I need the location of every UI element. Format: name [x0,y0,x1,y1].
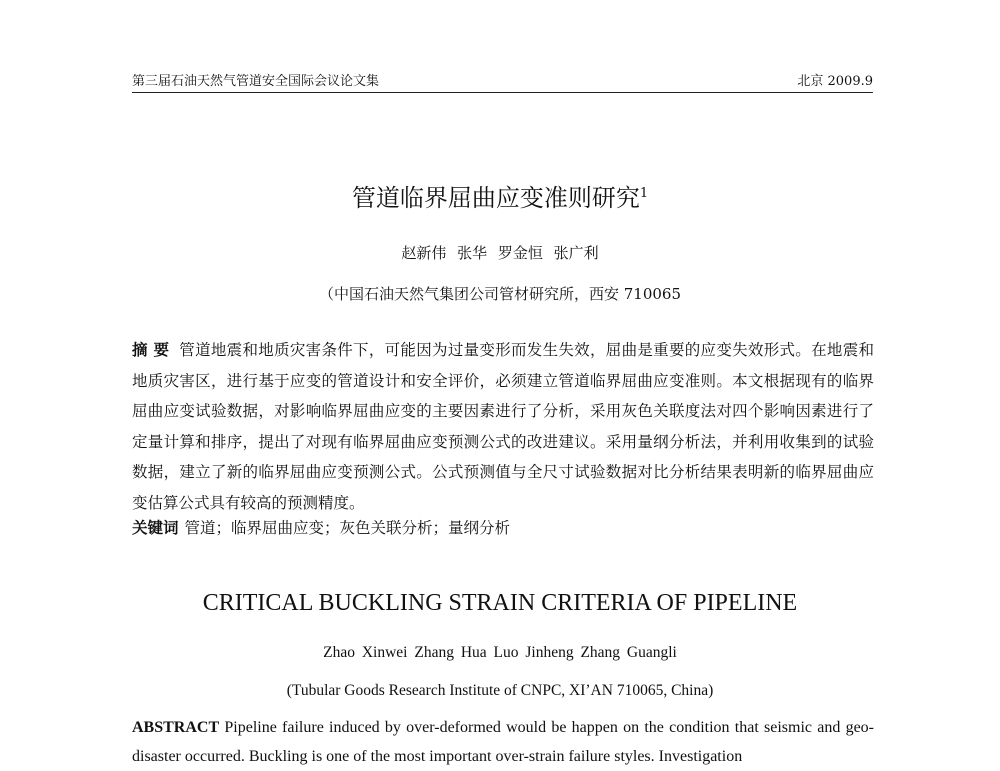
running-header [132,70,873,93]
chinese-abstract [132,335,874,518]
english-abstract-label: ABSTRACT [132,719,220,736]
conference-name: 第三届石油天然气管道安全国际会议论文集 [132,74,380,89]
english-title: CRITICAL BUCKLING STRAIN CRITERIA OF PIPELINE [202,590,798,616]
chinese-title-text: 管道临界屈曲应变准则研究 [351,184,640,212]
chinese-keywords-label: 关键词 [132,518,179,537]
english-abstract-text: Pipeline failure induced by over-deformed would be happen on the condition that seismic and geo-disaster occurred. Buckling is one of the most important over-strain failure styles. Investigation [132,719,874,765]
chinese-keywords-text: 管道；临界屈曲应变；灰色关联分析；量纲分析 [184,519,511,537]
chinese-authors: 赵新伟 张华 罗金恒 张广利 [401,244,599,262]
chinese-abstract-label: 摘 要 [132,340,170,359]
english-authors: Zhao Xinwei Zhang Hua Luo Jinheng Zhang Guangli [323,644,677,661]
title-footnote-mark: 1 [639,186,649,201]
chinese-keywords [132,515,874,541]
chinese-title [0,178,1000,213]
chinese-abstract-text: 管道地震和地质灾害条件下，可能因为过量变形而发生失效，屈曲是重要的应变失效形式。在地震和地质灾害区，进行基于应变的管道设计和安全评价，必须建立管道临界屈曲应变准则。本文根据现有的临界屈曲应变试验数据，对影响临界屈曲应变的主要因素进行了分析，采用灰色关联度法对四个影响因素进行了定量计算和排序，提出了对现有临界屈曲应变预测公式的改进建议。采用量纲分析法，并利用收集到的试验数据，建立了新的临界屈曲应变预测公式。公式预测值与全尺寸试验数据对比分析结果表明新的临界屈曲应变估算公式具有较高的预测精度。 [132,341,874,512]
english-abstract [132,713,874,771]
conference-date: 北京 2009.9 [797,74,873,89]
chinese-affiliation: （中国石油天然气集团公司管材研究所，西安 710065 [318,285,682,303]
english-affiliation: (Tubular Goods Research Institute of CNPC, XI’AN 710065, China) [286,682,714,699]
